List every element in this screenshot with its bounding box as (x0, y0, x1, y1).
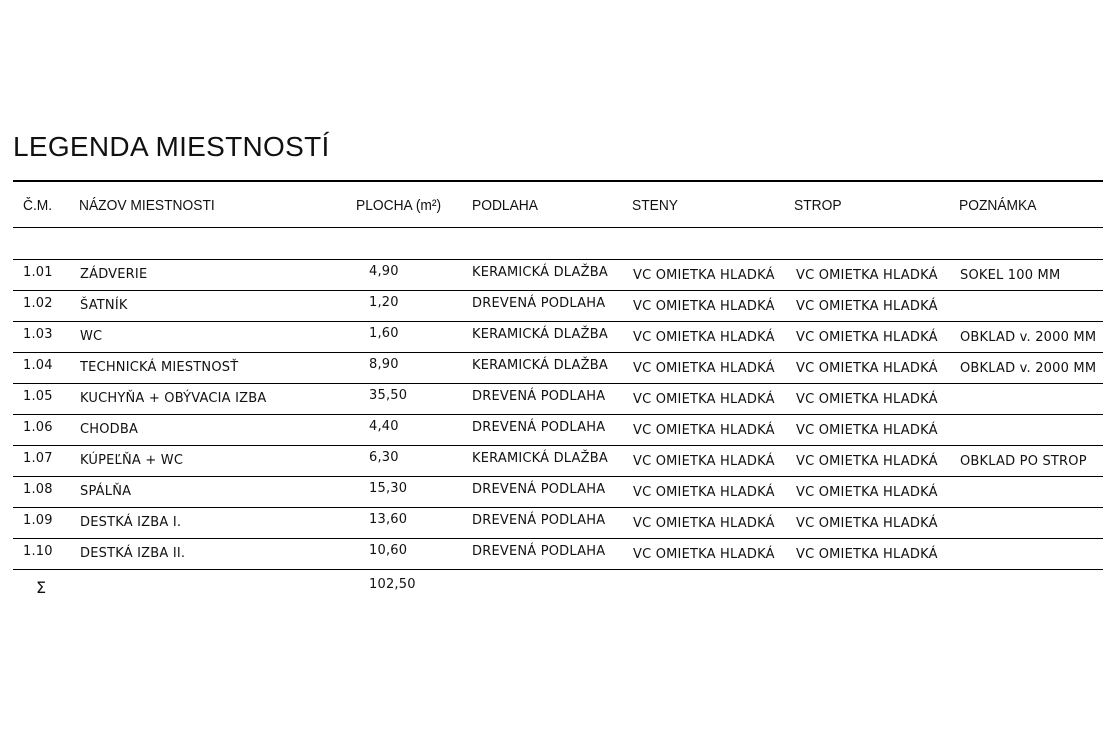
room-note: SOKEL 100 MM (960, 268, 1061, 283)
room-name: DESTKÁ IZBA I. (80, 515, 182, 530)
room-area: 10,60 (369, 543, 408, 558)
room-area: 6,30 (369, 450, 399, 465)
room-walls: VC OMIETKA HLADKÁ (633, 392, 775, 407)
room-number: 1.05 (23, 389, 53, 404)
room-name: DESTKÁ IZBA II. (80, 546, 186, 561)
room-number: 1.08 (23, 482, 53, 497)
room-walls: VC OMIETKA HLADKÁ (633, 268, 775, 283)
table-row (13, 507, 1103, 538)
room-walls: VC OMIETKA HLADKÁ (633, 516, 775, 531)
room-walls: VC OMIETKA HLADKÁ (633, 330, 775, 345)
room-area: 1,60 (369, 326, 399, 341)
room-area: 4,90 (369, 264, 399, 279)
room-area: 4,40 (369, 419, 399, 434)
table-row (13, 476, 1103, 507)
room-number: 1.07 (23, 451, 53, 466)
room-number: 1.09 (23, 513, 53, 528)
room-walls: VC OMIETKA HLADKÁ (633, 547, 775, 562)
room-walls: VC OMIETKA HLADKÁ (633, 454, 775, 469)
room-floor: DREVENÁ PODLAHA (472, 420, 606, 435)
room-floor: KERAMICKÁ DLAŽBA (472, 265, 608, 280)
header-name: NÁZOV MIESTNOSTI (79, 197, 215, 214)
table-row (13, 383, 1103, 414)
background-watermark (750, 0, 1112, 190)
room-number: 1.06 (23, 420, 53, 435)
room-floor: KERAMICKÁ DLAŽBA (472, 327, 608, 342)
room-floor: DREVENÁ PODLAHA (472, 513, 606, 528)
table-row (13, 290, 1103, 321)
room-number: 1.04 (23, 358, 53, 373)
room-walls: VC OMIETKA HLADKÁ (633, 299, 775, 314)
room-note: OBKLAD v. 2000 MM (960, 361, 1097, 376)
room-ceiling: VC OMIETKA HLADKÁ (796, 299, 938, 314)
page-title: LEGENDA MIESTNOSTÍ (13, 131, 330, 162)
room-walls: VC OMIETKA HLADKÁ (633, 361, 775, 376)
sum-symbol: Σ (36, 578, 47, 597)
table-top-rule (13, 180, 1103, 182)
room-number: 1.02 (23, 296, 53, 311)
room-table-body (13, 259, 1103, 570)
room-ceiling: VC OMIETKA HLADKÁ (796, 454, 938, 469)
room-area: 15,30 (369, 481, 408, 496)
room-name: KÚPEĽŇA + WC (80, 453, 184, 468)
room-name: TECHNICKÁ MIESTNOSŤ (80, 360, 239, 375)
room-area: 35,50 (369, 388, 408, 403)
room-ceiling: VC OMIETKA HLADKÁ (796, 392, 938, 407)
room-number: 1.01 (23, 265, 53, 280)
room-note: OBKLAD PO STROP (960, 454, 1087, 469)
room-note: OBKLAD v. 2000 MM (960, 330, 1097, 345)
table-row (13, 414, 1103, 445)
room-floor: DREVENÁ PODLAHA (472, 544, 606, 559)
header-number: Č.M. (23, 197, 53, 214)
table-row (13, 538, 1103, 570)
table-row (13, 259, 1103, 290)
room-number: 1.10 (23, 544, 53, 559)
room-walls: VC OMIETKA HLADKÁ (633, 423, 775, 438)
table-row (13, 321, 1103, 352)
room-ceiling: VC OMIETKA HLADKÁ (796, 547, 938, 562)
header-walls: STENY (632, 197, 679, 214)
room-area: 8,90 (369, 357, 399, 372)
room-number: 1.03 (23, 327, 53, 342)
room-ceiling: VC OMIETKA HLADKÁ (796, 361, 938, 376)
room-name: WC (80, 329, 103, 344)
room-area: 13,60 (369, 512, 408, 527)
room-ceiling: VC OMIETKA HLADKÁ (796, 485, 938, 500)
room-floor: DREVENÁ PODLAHA (472, 482, 606, 497)
room-floor: KERAMICKÁ DLAŽBA (472, 451, 608, 466)
total-area: 102,50 (369, 577, 416, 592)
table-header-rule (13, 227, 1103, 228)
header-note: POZNÁMKA (959, 197, 1037, 214)
room-ceiling: VC OMIETKA HLADKÁ (796, 423, 938, 438)
room-area: 1,20 (369, 295, 399, 310)
room-walls: VC OMIETKA HLADKÁ (633, 485, 775, 500)
room-floor: DREVENÁ PODLAHA (472, 389, 606, 404)
room-name: ŠATNÍK (80, 298, 128, 313)
room-name: SPÁLŇA (80, 484, 132, 499)
room-ceiling: VC OMIETKA HLADKÁ (796, 330, 938, 345)
room-ceiling: VC OMIETKA HLADKÁ (796, 268, 938, 283)
room-name: ZÁDVERIE (80, 267, 148, 282)
table-row (13, 352, 1103, 383)
table-row (13, 445, 1103, 476)
header-ceiling: STROP (794, 197, 842, 214)
room-floor: KERAMICKÁ DLAŽBA (472, 358, 608, 373)
room-name: CHODBA (80, 422, 139, 437)
header-floor: PODLAHA (472, 197, 538, 214)
room-floor: DREVENÁ PODLAHA (472, 296, 606, 311)
header-area: PLOCHA (m²) (356, 197, 442, 214)
room-ceiling: VC OMIETKA HLADKÁ (796, 516, 938, 531)
room-name: KUCHYŇA + OBÝVACIA IZBA (80, 391, 267, 406)
